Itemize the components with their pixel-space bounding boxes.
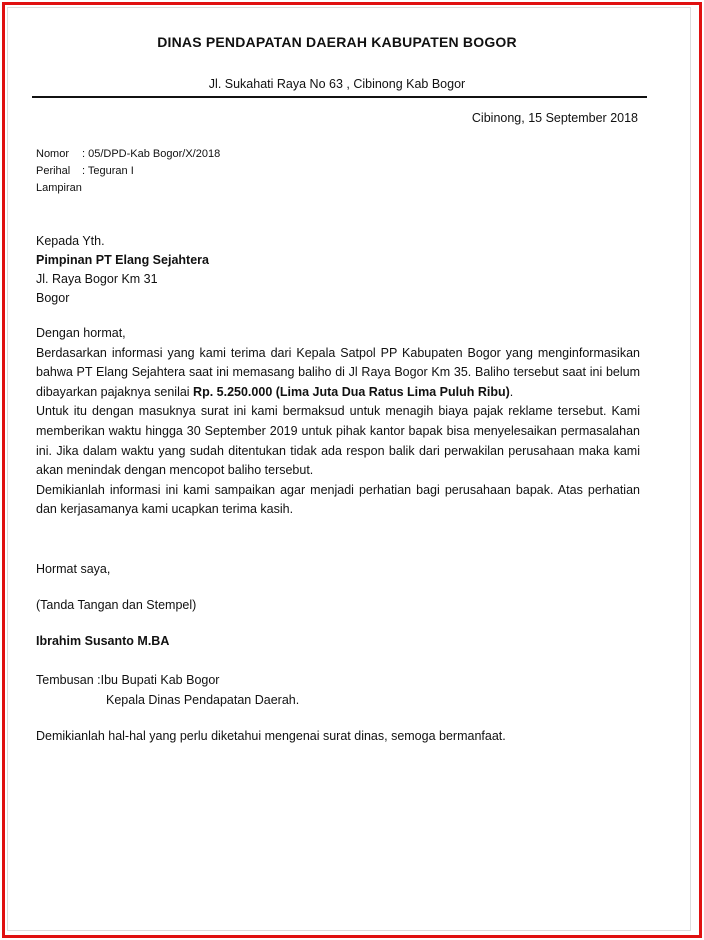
recipient-city: Bogor xyxy=(36,291,70,305)
cc-row-first xyxy=(36,670,299,690)
body-p1-text: Berdasarkan informasi yang kami terima dari Kepala Satpol PP Kabupaten Bogor yang menginformasikan bahwa PT Elang Sejahtera saat ini memasang baliho di Jl Raya Bogor Km 35. Baliho tersebut saat ini belum dibayarkan pajaknya senilai xyxy=(36,345,640,399)
cc-first: Ibu Bupati Kab Bogor xyxy=(100,673,220,687)
header-rule xyxy=(32,96,647,98)
agency-address: Jl. Sukahati Raya No 63 , Cibinong Kab Bogor xyxy=(208,77,466,91)
signature-hint: (Tanda Tangan dan Stempel) xyxy=(36,598,197,612)
letter-meta xyxy=(36,146,220,197)
recipient-street: Jl. Raya Bogor Km 31 xyxy=(36,272,158,286)
meta-row-lampiran xyxy=(36,180,220,197)
footer-note: Demikianlah hal-hal yang perlu diketahui mengenai surat dinas, semoga bermanfaat. xyxy=(36,729,506,743)
closing: Hormat saya, xyxy=(36,562,111,576)
meta-label: Nomor xyxy=(36,148,70,160)
meta-label: Perihal xyxy=(36,165,71,177)
meta-value: : Teguran I xyxy=(82,165,134,177)
letter-date: Cibinong, 15 September 2018 xyxy=(471,111,638,125)
signer-name: Ibrahim Susanto M.BA xyxy=(36,634,170,648)
meta-label: Lampiran xyxy=(36,182,82,194)
tax-amount: Rp. 5.250.000 (Lima Juta Dua Ratus Lima Puluh Ribu) xyxy=(193,384,510,399)
letter-body xyxy=(36,324,640,520)
body-paragraph-3: Demikianlah informasi ini kami sampaikan agar menjadi perhatian bagi perusahaan bapak. Atas perhatian dan kerjasamanya kami ucapkan terima kasih. xyxy=(36,482,640,517)
meta-row-perihal xyxy=(36,163,220,180)
salutation: Dengan hormat, xyxy=(36,326,126,340)
recipient-name: Pimpinan PT Elang Sejahtera xyxy=(36,253,209,267)
cc-label: Tembusan : xyxy=(36,673,101,687)
body-p1-end: . xyxy=(509,384,514,399)
recipient-greeting: Kepada Yth. xyxy=(36,234,105,248)
meta-row-nomor xyxy=(36,146,220,163)
body-paragraph-2: Untuk itu dengan masuknya surat ini kami bermaksud untuk menagih biaya pajak reklame tersebut. Kami memberikan waktu hingga 30 September 2019 untuk pihak kantor bapak bisa menyelesaikan permasalahan ini. Jika dalam waktu yang sudah ditentukan tidak ada respon balik dari perwakilan perusahaan maka kami akan menindak dengan mencopot baliho tersebut. xyxy=(36,404,640,478)
carbon-copy xyxy=(36,670,299,710)
body-paragraph-1 xyxy=(36,344,640,403)
cc-second: Kepala Dinas Pendapatan Daerah. xyxy=(106,693,300,707)
agency-title: DINAS PENDAPATAN DAERAH KABUPATEN BOGOR xyxy=(157,34,517,50)
recipient-block xyxy=(36,232,209,308)
meta-value: : 05/DPD-Kab Bogor/X/2018 xyxy=(82,148,221,160)
